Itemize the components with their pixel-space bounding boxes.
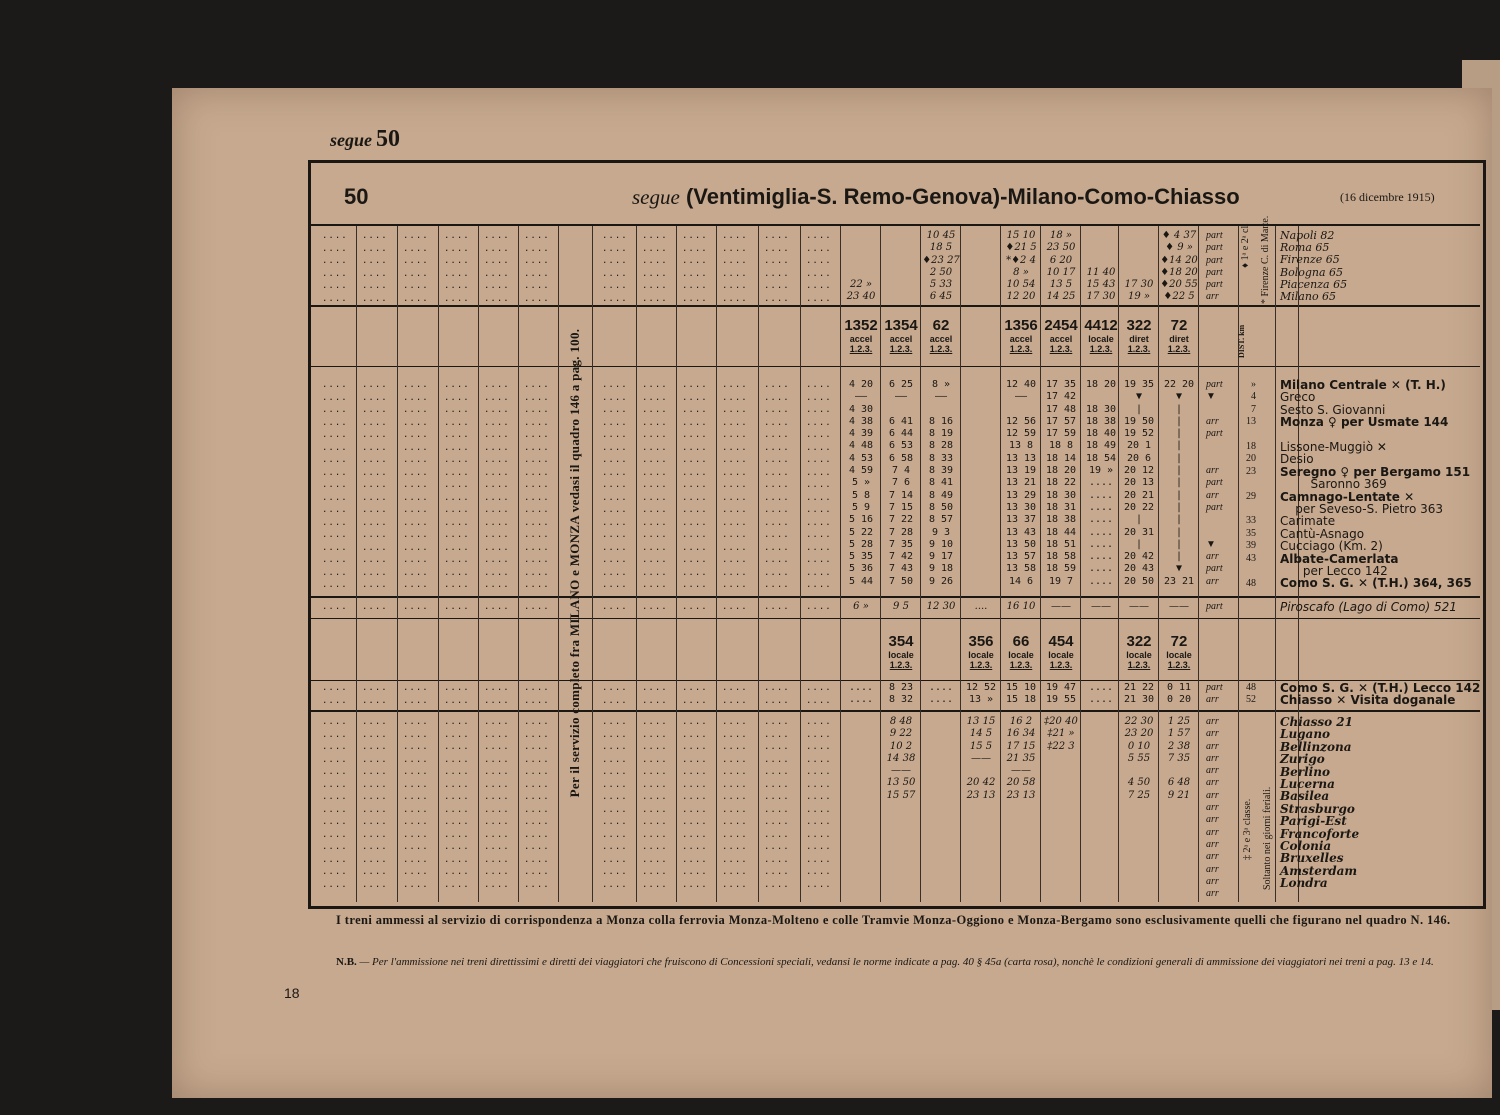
como-km: 48 52 — [1246, 682, 1256, 706]
empty-column-dots: .... — [642, 602, 668, 612]
train-number: 72 — [1170, 633, 1188, 650]
station-name: Cucciago (Km. 2) — [1280, 539, 1383, 554]
train-classes: 1.2.3. — [1009, 344, 1033, 354]
rule — [310, 596, 1480, 598]
train-classes: 1.2.3. — [1127, 660, 1151, 670]
table-date: (16 dicembre 1915) — [1340, 190, 1435, 204]
empty-column-dots: .... .... .... .... .... .... — [682, 231, 708, 304]
empty-column-dots: .... .... — [322, 683, 348, 706]
como-train-column: 19 47 19 55 — [1045, 682, 1077, 706]
empty-column-dots: .... .... .... .... .... .... — [524, 231, 550, 304]
rule — [310, 710, 1480, 712]
column-rule — [478, 226, 479, 902]
train-classes: 1.2.3. — [889, 660, 913, 670]
rule — [310, 305, 1480, 307]
intl-arr: arr arr arr arr arr arr arr arr arr arr arr arr arr arr arr — [1206, 716, 1219, 900]
empty-column-dots: .... .... — [524, 683, 550, 706]
empty-column-dots: .... — [682, 602, 708, 612]
train-header — [1160, 318, 1198, 355]
train-kind: locale — [1048, 650, 1074, 660]
page-number: 18 — [284, 985, 300, 1001]
running-header-segue: segue — [330, 130, 372, 150]
column-rule — [636, 226, 637, 902]
nb-label: N.B. — [336, 956, 357, 968]
train-classes: 1.2.3. — [1167, 344, 1191, 354]
empty-column-dots: .... .... .... .... .... .... .... .... .... .... .... .... .... .... .... .... .... — [722, 380, 748, 590]
train-header — [1002, 318, 1040, 355]
rule — [310, 224, 1480, 226]
como-train-column: .... .... — [848, 682, 874, 706]
train-classes: 1.2.3. — [1049, 344, 1073, 354]
top-side-note-2: * Firenze C. di Marte. — [1260, 215, 1271, 304]
train-classes: 1.2.3. — [1009, 660, 1033, 670]
empty-column-dots: .... — [602, 602, 628, 612]
como-stations — [1280, 682, 1480, 707]
train-number: 72 — [1170, 317, 1188, 334]
empty-column-dots: .... .... .... .... .... .... — [602, 231, 628, 304]
train-number: 1352 — [844, 317, 878, 334]
train-kind: locale — [968, 650, 994, 660]
top-train-column: 22 » 23 40 — [846, 279, 876, 303]
train-classes: 1.2.3. — [969, 660, 993, 670]
train-kind: accel — [1009, 334, 1033, 344]
como-train-column: .... .... — [1088, 682, 1114, 706]
station-name: Seregno ♀ per Bergamo 151 — [1280, 464, 1471, 479]
empty-column-dots: .... .... — [764, 683, 790, 706]
running-header — [330, 126, 400, 153]
station-name: Como S. G. ✕ (T.H.) 364, 365 — [1280, 576, 1472, 591]
piroscafo-train-column: —— — [1129, 601, 1149, 612]
empty-column-dots: .... .... .... .... .... .... — [764, 231, 790, 304]
empty-column-dots: .... .... .... .... .... .... .... .... .... .... .... .... .... .... — [602, 717, 628, 890]
intl-train-column: ‡20 40 ‡21 » ‡22 3 — [1044, 716, 1078, 752]
empty-column-dots: .... .... .... .... .... .... .... .... .... .... .... .... .... .... .... .... .... — [484, 380, 510, 590]
empty-column-dots: .... — [524, 602, 550, 612]
column-rule — [1000, 226, 1001, 902]
train-number: 454 — [1048, 633, 1074, 650]
vertical-note: Per il servizio completo fra MILANO e MONZA vedasi il quadro 146 a pag. 100. — [567, 328, 582, 797]
column-rule — [800, 226, 801, 902]
station-name: Greco — [1280, 390, 1316, 405]
empty-column-dots: .... .... .... .... .... .... .... .... .... .... .... .... .... .... .... .... .... — [524, 380, 550, 590]
empty-column-dots: .... .... — [722, 683, 748, 706]
empty-column-dots: .... .... — [806, 683, 832, 706]
footer-note: I treni ammessi al servizio di corrispondenza a Monza colla ferrovia Monza-Molteno e colle Tramvie Monza-Oggiono e Monza-Bergamo sono esclusivamente quelli che figurano nel quadro N. 146. — [336, 913, 1451, 927]
empty-column-dots: .... .... .... .... .... .... — [722, 231, 748, 304]
top-train-column: 18 » 23 50 6 20 10 17 13 5 14 25 — [1046, 230, 1076, 303]
piroscafo-train-column: —— — [1091, 601, 1111, 612]
intl-train-column: 13 15 14 5 15 5 —— 20 42 23 13 — [966, 716, 996, 801]
main-train-column: 12 40 —— 12 56 12 59 13 8 13 13 13 19 13 21 13 29 13 30 13 37 13 43 13 50 13 57 13 58 14 6 — [1005, 379, 1037, 587]
top-train-column — [962, 230, 1000, 291]
piroscafo-train-column: .... — [974, 601, 988, 612]
empty-column-dots: .... .... .... .... .... .... — [484, 231, 510, 304]
main-train-column: 8 » —— 8 16 8 19 8 28 8 33 8 39 8 41 8 49 8 50 8 57 9 3 9 10 9 17 9 18 9 26 — [928, 379, 954, 587]
empty-column-dots: .... .... — [444, 683, 470, 706]
empty-column-dots: .... .... .... .... .... .... .... .... .... .... .... .... .... .... — [362, 717, 388, 890]
empty-column-dots: .... .... .... .... .... .... .... .... .... .... .... .... .... .... — [722, 717, 748, 890]
como-part-arr: part arr — [1206, 682, 1223, 706]
empty-column-dots: .... .... .... .... .... .... .... .... .... .... .... .... .... .... .... .... .... — [602, 380, 628, 590]
train-kind: locale — [1088, 334, 1114, 344]
column-rule — [397, 226, 398, 902]
piroscafo-train-column: 16 10 — [1006, 601, 1036, 612]
rule — [310, 366, 1480, 367]
column-rule — [960, 226, 961, 902]
train-header — [1082, 318, 1120, 355]
empty-column-dots: .... — [444, 602, 470, 612]
column-rule — [518, 226, 519, 902]
station-name: Desio — [1280, 452, 1314, 467]
train-kind: accel — [889, 334, 913, 344]
train-classes: 1.2.3. — [1089, 344, 1113, 354]
empty-column-dots: .... .... .... .... .... .... .... .... .... .... .... .... .... .... .... .... .... — [403, 380, 429, 590]
station-name: Sesto S. Giovanni — [1280, 402, 1386, 417]
train-number: 322 — [1126, 633, 1152, 650]
column-rule — [716, 226, 717, 902]
como-train-column: 0 11 0 20 — [1166, 682, 1192, 706]
top-train-column: ♦ 4 37 ♦ 9 » ♦14 20 ♦18 20 ♦20 55 ♦22 5 — [1160, 230, 1198, 303]
running-header-number: 50 — [376, 126, 400, 152]
train-kind: accel — [929, 334, 953, 344]
column-rule — [1275, 226, 1276, 902]
station-name: Carimate — [1280, 514, 1336, 529]
empty-column-dots: .... .... .... .... .... .... .... .... .... .... .... .... .... .... — [642, 717, 668, 890]
train-kind: accel — [1049, 334, 1073, 344]
train-classes: 1.2.3. — [849, 344, 873, 354]
empty-column-dots: .... — [806, 602, 832, 612]
station-name: Albate-Camerlata — [1280, 551, 1399, 566]
column-rule — [1198, 226, 1199, 902]
empty-column-dots: .... .... .... .... .... .... .... .... .... .... .... .... .... .... .... .... .... — [444, 380, 470, 590]
station-name: Chiasso ✕ Visita doganale — [1280, 693, 1456, 708]
empty-column-dots: .... .... .... .... .... .... — [444, 231, 470, 304]
intl-side-note-1: ‡ 2ᵃ e 3ᵃ classe. — [1242, 798, 1253, 860]
train-header — [1002, 634, 1040, 671]
empty-column-dots: .... .... .... .... .... .... .... .... .... .... .... .... .... .... .... .... .... — [642, 380, 668, 590]
train-kind: locale — [1166, 650, 1192, 660]
empty-column-dots: .... — [484, 602, 510, 612]
empty-column-dots: .... .... .... .... .... .... .... .... .... .... .... .... .... .... — [484, 717, 510, 890]
empty-column-dots: .... .... — [642, 683, 668, 706]
train-classes: 1.2.3. — [1127, 344, 1151, 354]
empty-column-dots: .... .... — [602, 683, 628, 706]
empty-column-dots: .... .... .... .... .... .... — [806, 231, 832, 304]
main-stations — [1280, 379, 1472, 590]
column-rule — [758, 226, 759, 902]
title-segue: segue — [632, 185, 680, 209]
intl-train-column: 22 30 23 20 0 10 5 55 4 50 7 25 — [1124, 716, 1154, 801]
top-train-column: 10 45 18 5 ♦23 27 2 50 5 33 6 45 — [922, 230, 960, 303]
top-stations: Napoli 82 Roma 65 Firenze 65 Bologna 65 Piacenza 65 Milano 65 — [1280, 229, 1348, 304]
station-name: Saronno 369 — [1280, 477, 1387, 492]
main-train-column: 18 20 18 30 18 38 18 40 18 49 18 54 19 » .... .... .... .... .... .... .... .... .... — [1085, 379, 1117, 587]
column-rule — [592, 226, 593, 902]
train-number: 66 — [1012, 633, 1030, 650]
column-rule — [676, 226, 677, 902]
train-header — [882, 634, 920, 671]
train-number: 356 — [968, 633, 994, 650]
column-rule — [840, 226, 841, 902]
empty-column-dots: .... — [322, 602, 348, 612]
train-header — [922, 318, 960, 355]
piroscafo-train-column: —— — [1051, 601, 1071, 612]
empty-column-dots: .... .... .... .... .... .... .... .... .... .... .... .... .... .... — [806, 717, 832, 890]
piroscafo-train-column: —— — [1169, 601, 1189, 612]
top-train-column: 15 10 ♦21 5 *♦2 4 8 » 10 54 12 20 — [1005, 230, 1037, 303]
train-header — [1160, 634, 1198, 671]
train-kind: accel — [849, 334, 873, 344]
top-side-note-1: ♦ 1ᵃ e 2ᵃ cl. — [1240, 223, 1251, 268]
station-name: Cantù-Asnago — [1280, 526, 1365, 541]
empty-column-dots: .... .... .... .... .... .... .... .... .... .... .... .... .... .... .... .... .... — [806, 380, 832, 590]
km-header: DIST. km — [1237, 324, 1246, 358]
empty-column-dots: .... — [403, 602, 429, 612]
train-classes: 1.2.3. — [889, 344, 913, 354]
como-train-column: 12 52 13 » — [965, 682, 997, 706]
column-rule — [880, 226, 881, 902]
station-name: Milano Centrale ✕ (T. H.) — [1280, 378, 1446, 392]
empty-column-dots: .... .... — [403, 683, 429, 706]
empty-column-dots: .... .... — [484, 683, 510, 706]
train-kind: diret — [1169, 334, 1189, 344]
station-name: per Seveso-S. Pietro 363 — [1280, 502, 1444, 517]
empty-column-dots: .... .... .... .... .... .... — [322, 231, 348, 304]
como-train-column: .... .... — [928, 682, 954, 706]
column-rule — [1080, 226, 1081, 902]
train-number: 4412 — [1084, 317, 1118, 334]
train-number: 1354 — [884, 317, 918, 334]
train-kind: locale — [888, 650, 914, 660]
como-train-column: 15 10 15 18 — [1005, 682, 1037, 706]
main-train-column: 19 35 ▼ | 19 50 19 52 20 1 20 6 20 12 20 13 20 21 20 22 | 20 31 | 20 42 20 43 20 50 — [1123, 379, 1155, 587]
main-train-column: 17 35 17 42 17 48 17 57 17 59 18 8 18 14 18 20 18 22 18 30 18 31 18 38 18 44 18 51 18 58 18 59 19 7 — [1045, 379, 1077, 587]
main-train-column: 6 25 —— 6 41 6 44 6 53 6 58 7 4 7 6 7 14 7 15 7 22 7 28 7 35 7 42 7 43 7 50 — [888, 379, 914, 587]
piroscafo-train-column: 6 » — [853, 601, 869, 612]
train-number: 62 — [932, 317, 950, 334]
empty-column-dots: .... — [722, 602, 748, 612]
train-classes: 1.2.3. — [1049, 660, 1073, 670]
intl-side-note-2: Soltanto nei giorni feriali. — [1262, 786, 1273, 890]
train-header — [962, 634, 1000, 671]
train-number: 322 — [1126, 317, 1152, 334]
train-kind: diret — [1129, 334, 1149, 344]
top-train-column — [882, 230, 920, 291]
intl-train-column: 16 2 16 34 17 15 21 35 —— 20 58 23 13 — [1006, 716, 1036, 801]
train-classes: 1.2.3. — [1167, 660, 1191, 670]
top-train-column: 17 30 19 » — [1124, 279, 1154, 303]
top-train-column: 11 40 15 43 17 30 — [1086, 266, 1116, 303]
train-classes: 1.2.3. — [929, 344, 953, 354]
train-header — [842, 318, 880, 355]
train-header — [1120, 318, 1158, 355]
train-header — [882, 318, 920, 355]
empty-column-dots: .... .... .... .... .... .... .... .... .... .... .... .... .... .... .... .... .... — [362, 380, 388, 590]
column-rule — [438, 226, 439, 902]
empty-column-dots: .... .... .... .... .... .... .... .... .... .... .... .... .... .... .... .... .... — [322, 380, 348, 590]
piroscafo-station: Piroscafo (Lago di Como) 521 — [1280, 600, 1457, 614]
train-header — [1120, 634, 1158, 671]
train-number: 2454 — [1044, 317, 1078, 334]
empty-column-dots: .... — [764, 602, 790, 612]
empty-column-dots: .... .... — [682, 683, 708, 706]
column-rule — [558, 226, 559, 902]
empty-column-dots: .... .... .... .... .... .... — [403, 231, 429, 304]
station-name: Monza ♀ per Usmate 144 — [1280, 415, 1449, 430]
empty-column-dots: .... .... .... .... .... .... .... .... .... .... .... .... .... .... .... .... .... — [682, 380, 708, 590]
main-train-column: 4 20 —— 4 30 4 38 4 39 4 48 4 53 4 59 5 » 5 8 5 9 5 16 5 22 5 28 5 35 5 36 5 44 — [848, 379, 874, 587]
empty-column-dots: .... — [362, 602, 388, 612]
empty-column-dots: .... .... .... .... .... .... .... .... .... .... .... .... .... .... — [764, 717, 790, 890]
empty-column-dots: .... .... .... .... .... .... — [642, 231, 668, 304]
empty-column-dots: .... .... .... .... .... .... .... .... .... .... .... .... .... .... — [444, 717, 470, 890]
column-rule — [1040, 226, 1041, 902]
piroscafo-train-column: 9 5 — [893, 601, 909, 612]
column-rule — [1158, 226, 1159, 902]
column-rule — [920, 226, 921, 902]
como-train-column: 21 22 21 30 — [1123, 682, 1155, 706]
table-number: 50 — [344, 184, 369, 209]
train-header — [1042, 318, 1080, 355]
empty-column-dots: .... .... .... .... .... .... .... .... .... .... .... .... .... .... — [682, 717, 708, 890]
train-number: 1356 — [1004, 317, 1038, 334]
intl-stations: Chiasso 21 Lugano Bellinzona Zurigo Berlino Lucerna Basilea Strasburgo Parigi-Est Francoforte Colonia Bruxelles Amsterdam Londra — [1280, 715, 1360, 891]
rule — [310, 618, 1480, 619]
station-name: Como S. G. ✕ (T.H.) Lecco 142 — [1280, 681, 1481, 695]
como-train-column: 8 23 8 32 — [888, 682, 914, 706]
column-rule — [356, 226, 357, 902]
train-kind: locale — [1008, 650, 1034, 660]
station-name: Camnago-Lentate ✕ — [1280, 489, 1415, 504]
intl-train-column: 8 48 9 22 10 2 14 38 —— 13 50 15 57 — [886, 716, 916, 801]
title-route: (Ventimiglia-S. Remo-Genova)-Milano-Como-Chiasso — [685, 184, 1240, 209]
nb-note — [336, 955, 1476, 969]
train-kind: locale — [1126, 650, 1152, 660]
station-name: Lissone-Muggiò ✕ — [1280, 440, 1387, 455]
piroscafo-train-column: 12 30 — [926, 601, 956, 612]
empty-column-dots: .... .... .... .... .... .... — [362, 231, 388, 304]
main-train-column: 22 20 ▼ | | | | | | | | | | | | | ▼ 23 21 — [1163, 379, 1195, 587]
intl-train-column: 1 25 1 57 2 38 7 35 6 48 9 21 — [1167, 716, 1191, 801]
empty-column-dots: .... .... — [362, 683, 388, 706]
station-name: per Lecco 142 — [1280, 564, 1388, 579]
nb-text: — Per l'ammissione nei treni direttissimi e diretti dei viaggiatori che fruiscono di Concessioni speciali, vedansi le norme indicate a pag. 40 § 45a (carta rosa), nonchè le condizioni generali di ammissione dei viaggiatori nei treni a pag. 13 e 14. — [356, 956, 1434, 968]
empty-column-dots: .... .... .... .... .... .... .... .... .... .... .... .... .... .... — [322, 717, 348, 890]
main-part-arr: part ▼ arr part arr part arr part ▼ arr part arr — [1206, 379, 1223, 587]
top-part-arr: part part part part part arr — [1206, 230, 1223, 303]
table-title — [632, 184, 1240, 210]
train-header — [1042, 634, 1080, 671]
empty-column-dots: .... .... .... .... .... .... .... .... .... .... .... .... .... .... — [524, 717, 550, 890]
main-train-column — [962, 379, 1000, 576]
piroscafo-part: part — [1206, 601, 1223, 612]
main-km: » 4 7 13 18 20 23 29 33 35 39 43 48 — [1246, 379, 1256, 589]
train-number: 354 — [888, 633, 914, 650]
empty-column-dots: .... .... .... .... .... .... .... .... .... .... .... .... .... .... — [403, 717, 429, 890]
empty-column-dots: .... .... .... .... .... .... .... .... .... .... .... .... .... .... .... .... .... — [764, 380, 790, 590]
